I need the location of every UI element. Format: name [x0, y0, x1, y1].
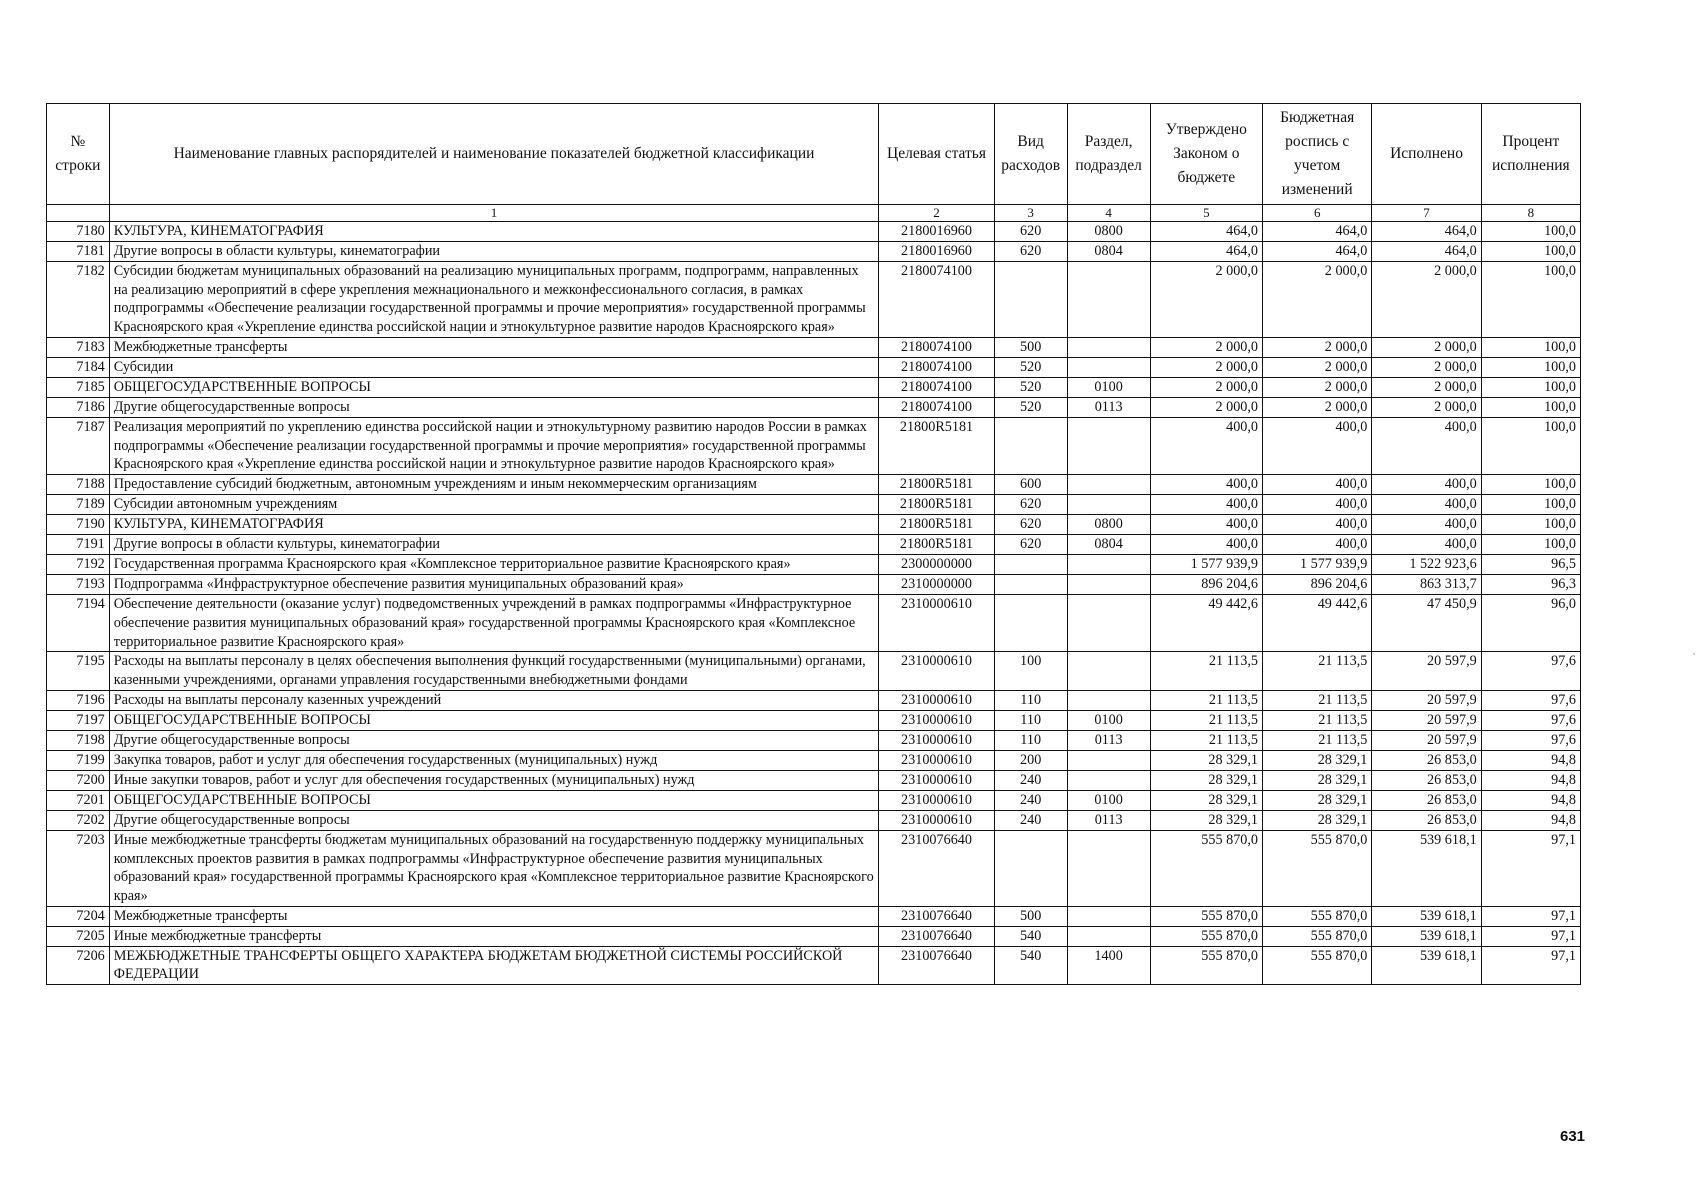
- table-row: [47, 730, 1581, 750]
- table-row: [47, 397, 1581, 417]
- row-name: Другие вопросы в области культуры, кинематографии: [109, 535, 879, 555]
- row-budget-plan: 555 870,0: [1263, 926, 1372, 946]
- table-row: [47, 242, 1581, 262]
- table-row: [47, 417, 1581, 474]
- row-approved: 28 329,1: [1150, 790, 1262, 810]
- table-row: [47, 575, 1581, 595]
- row-expense-type: [994, 417, 1067, 474]
- row-name: КУЛЬТУРА, КИНЕМАТОГРАФИЯ: [109, 222, 879, 242]
- row-approved: 21 113,5: [1150, 710, 1262, 730]
- row-budget-plan: 1 577 939,9: [1263, 555, 1372, 575]
- row-executed: 26 853,0: [1372, 750, 1481, 770]
- row-expense-type: 110: [994, 710, 1067, 730]
- row-percent: 100,0: [1481, 535, 1580, 555]
- row-percent: 100,0: [1481, 495, 1580, 515]
- row-approved: 28 329,1: [1150, 770, 1262, 790]
- row-percent: 94,8: [1481, 810, 1580, 830]
- row-name: Другие общегосударственные вопросы: [109, 397, 879, 417]
- row-budget-plan: 21 113,5: [1263, 730, 1372, 750]
- row-approved: 49 442,6: [1150, 595, 1262, 652]
- row-target-article: 2180074100: [879, 377, 994, 397]
- row-number: 7182: [47, 262, 110, 338]
- row-section: [1067, 690, 1150, 710]
- row-percent: 100,0: [1481, 242, 1580, 262]
- row-section: [1067, 495, 1150, 515]
- row-target-article: 2310000610: [879, 652, 994, 690]
- header-budget-plan: Бюджетная роспись с учетом изменений: [1263, 104, 1372, 205]
- row-percent: 97,6: [1481, 690, 1580, 710]
- row-approved: 400,0: [1150, 535, 1262, 555]
- row-budget-plan: 400,0: [1263, 495, 1372, 515]
- row-expense-type: 240: [994, 790, 1067, 810]
- row-budget-plan: 2 000,0: [1263, 357, 1372, 377]
- row-section: 0800: [1067, 222, 1150, 242]
- table-row: [47, 830, 1581, 906]
- row-expense-type: 200: [994, 750, 1067, 770]
- row-section: [1067, 555, 1150, 575]
- row-approved: 896 204,6: [1150, 575, 1262, 595]
- table-row: [47, 357, 1581, 377]
- column-number: 1: [109, 205, 879, 222]
- row-number: 7185: [47, 377, 110, 397]
- row-executed: 2 000,0: [1372, 262, 1481, 338]
- row-section: 0100: [1067, 377, 1150, 397]
- row-executed: 2 000,0: [1372, 397, 1481, 417]
- table-row: [47, 222, 1581, 242]
- row-name: Обеспечение деятельности (оказание услуг) подведомственных учреждений в рамках подпрограммы «Инфраструктурное обеспечение развития муниципальных образований края» государственной программы Красноярского края «Комплексное территориальное развитие Красноярского края»: [109, 595, 879, 652]
- row-executed: 20 597,9: [1372, 690, 1481, 710]
- row-number: 7193: [47, 575, 110, 595]
- row-number: 7186: [47, 397, 110, 417]
- row-percent: 94,8: [1481, 750, 1580, 770]
- row-executed: 400,0: [1372, 495, 1481, 515]
- row-percent: 100,0: [1481, 262, 1580, 338]
- row-number: 7187: [47, 417, 110, 474]
- row-target-article: 2310000610: [879, 690, 994, 710]
- table-row: [47, 710, 1581, 730]
- row-budget-plan: 400,0: [1263, 417, 1372, 474]
- row-number: 7205: [47, 926, 110, 946]
- row-section: 0804: [1067, 242, 1150, 262]
- row-number: 7192: [47, 555, 110, 575]
- row-section: [1067, 417, 1150, 474]
- row-section: [1067, 906, 1150, 926]
- row-approved: 28 329,1: [1150, 750, 1262, 770]
- row-target-article: 21800R5181: [879, 417, 994, 474]
- row-number: 7195: [47, 652, 110, 690]
- row-approved: 555 870,0: [1150, 946, 1262, 984]
- page-number: 631: [1560, 1128, 1586, 1145]
- row-executed: 863 313,7: [1372, 575, 1481, 595]
- row-executed: 2 000,0: [1372, 357, 1481, 377]
- row-budget-plan: 400,0: [1263, 535, 1372, 555]
- row-target-article: 2310076640: [879, 906, 994, 926]
- row-number: 7180: [47, 222, 110, 242]
- row-percent: 97,1: [1481, 906, 1580, 926]
- table-row: [47, 515, 1581, 535]
- row-budget-plan: 464,0: [1263, 242, 1372, 262]
- row-percent: 100,0: [1481, 397, 1580, 417]
- row-approved: 2 000,0: [1150, 397, 1262, 417]
- row-number: 7204: [47, 906, 110, 926]
- row-percent: 100,0: [1481, 222, 1580, 242]
- row-number: 7189: [47, 495, 110, 515]
- row-expense-type: 540: [994, 946, 1067, 984]
- row-section: [1067, 926, 1150, 946]
- budget-table: [46, 103, 1581, 985]
- row-budget-plan: 21 113,5: [1263, 652, 1372, 690]
- row-expense-type: 500: [994, 337, 1067, 357]
- row-approved: 2 000,0: [1150, 262, 1262, 338]
- row-budget-plan: 400,0: [1263, 475, 1372, 495]
- row-percent: 100,0: [1481, 475, 1580, 495]
- row-executed: 20 597,9: [1372, 730, 1481, 750]
- row-executed: 1 522 923,6: [1372, 555, 1481, 575]
- table-row: [47, 652, 1581, 690]
- row-executed: 20 597,9: [1372, 652, 1481, 690]
- row-number: 7181: [47, 242, 110, 262]
- row-name: КУЛЬТУРА, КИНЕМАТОГРАФИЯ: [109, 515, 879, 535]
- row-approved: 464,0: [1150, 222, 1262, 242]
- row-budget-plan: 2 000,0: [1263, 397, 1372, 417]
- row-percent: 96,3: [1481, 575, 1580, 595]
- row-budget-plan: 28 329,1: [1263, 770, 1372, 790]
- row-percent: 97,1: [1481, 946, 1580, 984]
- column-number: 5: [1150, 205, 1262, 222]
- row-number: 7202: [47, 810, 110, 830]
- row-section: 0800: [1067, 515, 1150, 535]
- header-expense-type: Вид расходов: [994, 104, 1067, 205]
- row-section: [1067, 337, 1150, 357]
- row-executed: 539 618,1: [1372, 906, 1481, 926]
- row-expense-type: 620: [994, 515, 1067, 535]
- row-expense-type: 540: [994, 926, 1067, 946]
- row-target-article: 2180016960: [879, 222, 994, 242]
- row-name: ОБЩЕГОСУДАРСТВЕННЫЕ ВОПРОСЫ: [109, 377, 879, 397]
- row-executed: 26 853,0: [1372, 790, 1481, 810]
- table-row: [47, 770, 1581, 790]
- row-expense-type: 620: [994, 535, 1067, 555]
- row-executed: 20 597,9: [1372, 710, 1481, 730]
- table-row: [47, 535, 1581, 555]
- row-name: МЕЖБЮДЖЕТНЫЕ ТРАНСФЕРТЫ ОБЩЕГО ХАРАКТЕРА БЮДЖЕТАМ БЮДЖЕТНОЙ СИСТЕМЫ РОССИЙСКОЙ ФЕДЕРАЦИИ: [109, 946, 879, 984]
- row-expense-type: 620: [994, 222, 1067, 242]
- row-target-article: 2310000610: [879, 595, 994, 652]
- table-row: [47, 337, 1581, 357]
- row-expense-type: 520: [994, 357, 1067, 377]
- row-percent: 97,1: [1481, 926, 1580, 946]
- row-number: 7203: [47, 830, 110, 906]
- row-budget-plan: 555 870,0: [1263, 906, 1372, 926]
- table-row: [47, 475, 1581, 495]
- row-budget-plan: 555 870,0: [1263, 946, 1372, 984]
- row-target-article: 2180074100: [879, 262, 994, 338]
- row-approved: 1 577 939,9: [1150, 555, 1262, 575]
- row-name: Реализация мероприятий по укреплению единства российской нации и этнокультурному развитию народов России в рамках подпрограммы «Обеспечение реализации государственной программы и прочие мероприятия» государственной программы Красноярского края «Укрепление единства российской нации и этнокультурное развитие народов Красноярского края»: [109, 417, 879, 474]
- table-row: [47, 377, 1581, 397]
- row-percent: 100,0: [1481, 417, 1580, 474]
- row-expense-type: 600: [994, 475, 1067, 495]
- row-number: 7201: [47, 790, 110, 810]
- row-name: Иные межбюджетные трансферты бюджетам муниципальных образований на государственную поддержку муниципальных комплексных проектов развития в рамках подпрограммы «Инфраструктурное обеспечение развития муниципальных образований края» государственной программы Красноярского края «Комплексное территориальное развитие Красноярского края»: [109, 830, 879, 906]
- row-name: Субсидии: [109, 357, 879, 377]
- row-executed: 400,0: [1372, 475, 1481, 495]
- row-target-article: 21800R5181: [879, 535, 994, 555]
- row-name: Расходы на выплаты персоналу казенных учреждений: [109, 690, 879, 710]
- header-name: Наименование главных распорядителей и наименование показателей бюджетной классификации: [109, 104, 879, 205]
- header-executed: Исполнено: [1372, 104, 1481, 205]
- row-expense-type: 100: [994, 652, 1067, 690]
- column-number: 6: [1263, 205, 1372, 222]
- row-target-article: 2310000610: [879, 790, 994, 810]
- row-expense-type: [994, 575, 1067, 595]
- row-expense-type: 520: [994, 377, 1067, 397]
- row-section: [1067, 830, 1150, 906]
- row-target-article: 2310076640: [879, 926, 994, 946]
- table-row: [47, 926, 1581, 946]
- row-percent: 94,8: [1481, 770, 1580, 790]
- row-percent: 100,0: [1481, 377, 1580, 397]
- row-number: 7194: [47, 595, 110, 652]
- header-row-number: № строки: [47, 104, 110, 205]
- row-target-article: 2310076640: [879, 946, 994, 984]
- row-executed: 2 000,0: [1372, 377, 1481, 397]
- column-number: 2: [879, 205, 994, 222]
- row-name: Подпрограмма «Инфраструктурное обеспечение развития муниципальных образований края»: [109, 575, 879, 595]
- row-budget-plan: 555 870,0: [1263, 830, 1372, 906]
- row-number: 7188: [47, 475, 110, 495]
- row-section: [1067, 475, 1150, 495]
- row-percent: 100,0: [1481, 357, 1580, 377]
- row-approved: 400,0: [1150, 495, 1262, 515]
- row-budget-plan: 2 000,0: [1263, 262, 1372, 338]
- column-number: 3: [994, 205, 1067, 222]
- row-budget-plan: 28 329,1: [1263, 790, 1372, 810]
- row-number: 7199: [47, 750, 110, 770]
- row-name: Иные закупки товаров, работ и услуг для обеспечения государственных (муниципальных) нужд: [109, 770, 879, 790]
- header-percent: Процент исполнения: [1481, 104, 1580, 205]
- row-percent: 97,6: [1481, 710, 1580, 730]
- row-target-article: 2180074100: [879, 337, 994, 357]
- row-section: 0113: [1067, 397, 1150, 417]
- row-expense-type: 500: [994, 906, 1067, 926]
- row-target-article: 2310000610: [879, 710, 994, 730]
- row-section: 0804: [1067, 535, 1150, 555]
- row-section: [1067, 652, 1150, 690]
- row-section: 1400: [1067, 946, 1150, 984]
- row-executed: 400,0: [1372, 535, 1481, 555]
- row-executed: 2 000,0: [1372, 337, 1481, 357]
- row-approved: 555 870,0: [1150, 926, 1262, 946]
- row-budget-plan: 21 113,5: [1263, 690, 1372, 710]
- row-target-article: 2310000610: [879, 730, 994, 750]
- table-row: [47, 810, 1581, 830]
- row-executed: 464,0: [1372, 222, 1481, 242]
- row-percent: 100,0: [1481, 337, 1580, 357]
- header-row: [47, 104, 1581, 205]
- table-row: [47, 690, 1581, 710]
- row-approved: 28 329,1: [1150, 810, 1262, 830]
- table-row: [47, 262, 1581, 338]
- row-number: 7184: [47, 357, 110, 377]
- row-section: [1067, 595, 1150, 652]
- row-expense-type: 240: [994, 770, 1067, 790]
- row-target-article: 2180074100: [879, 357, 994, 377]
- row-budget-plan: 28 329,1: [1263, 810, 1372, 830]
- row-executed: 400,0: [1372, 515, 1481, 535]
- row-expense-type: 620: [994, 495, 1067, 515]
- row-target-article: 21800R5181: [879, 515, 994, 535]
- row-name: Другие общегосударственные вопросы: [109, 730, 879, 750]
- row-percent: 94,8: [1481, 790, 1580, 810]
- header-approved: Утверждено Законом о бюджете: [1150, 104, 1262, 205]
- row-target-article: 2310000610: [879, 750, 994, 770]
- row-approved: 555 870,0: [1150, 906, 1262, 926]
- table-row: [47, 790, 1581, 810]
- column-number: 4: [1067, 205, 1150, 222]
- row-name: Субсидии автономным учреждениям: [109, 495, 879, 515]
- row-budget-plan: 2 000,0: [1263, 377, 1372, 397]
- row-section: 0100: [1067, 710, 1150, 730]
- row-target-article: 2310076640: [879, 830, 994, 906]
- row-expense-type: 110: [994, 690, 1067, 710]
- row-section: 0100: [1067, 790, 1150, 810]
- table-row: [47, 946, 1581, 984]
- row-number: 7191: [47, 535, 110, 555]
- row-executed: 539 618,1: [1372, 946, 1481, 984]
- row-target-article: 2310000000: [879, 575, 994, 595]
- column-number: 7: [1372, 205, 1481, 222]
- row-approved: 400,0: [1150, 475, 1262, 495]
- row-percent: 97,1: [1481, 830, 1580, 906]
- column-number: [47, 205, 110, 222]
- row-budget-plan: 464,0: [1263, 222, 1372, 242]
- row-executed: 400,0: [1372, 417, 1481, 474]
- row-budget-plan: 896 204,6: [1263, 575, 1372, 595]
- row-name: Межбюджетные трансферты: [109, 337, 879, 357]
- row-number: 7206: [47, 946, 110, 984]
- row-target-article: 2300000000: [879, 555, 994, 575]
- column-number-row: [47, 205, 1581, 222]
- row-executed: 47 450,9: [1372, 595, 1481, 652]
- table-row: [47, 495, 1581, 515]
- table-row: [47, 750, 1581, 770]
- row-section: [1067, 575, 1150, 595]
- row-approved: 21 113,5: [1150, 690, 1262, 710]
- row-name: Закупка товаров, работ и услуг для обеспечения государственных (муниципальных) нужд: [109, 750, 879, 770]
- row-approved: 400,0: [1150, 515, 1262, 535]
- table-row: [47, 595, 1581, 652]
- row-executed: 539 618,1: [1372, 926, 1481, 946]
- row-expense-type: [994, 595, 1067, 652]
- row-section: 0113: [1067, 730, 1150, 750]
- row-percent: 96,5: [1481, 555, 1580, 575]
- row-name: Субсидии бюджетам муниципальных образований на реализацию муниципальных программ, подпрограмм, направленных на реализацию мероприятий в сфере укрепления межнационального и межконфессионального согласия, в рамках подпрограммы «Обеспечение реализации государственной программы и прочие мероприятия» государственной программы Красноярского края «Укрепление единства российской нации и этнокультурное развитие народов Красноярского края»: [109, 262, 879, 338]
- row-target-article: 21800R5181: [879, 495, 994, 515]
- row-target-article: 2180074100: [879, 397, 994, 417]
- row-section: [1067, 357, 1150, 377]
- row-target-article: 21800R5181: [879, 475, 994, 495]
- row-budget-plan: 28 329,1: [1263, 750, 1372, 770]
- row-approved: 464,0: [1150, 242, 1262, 262]
- row-executed: 464,0: [1372, 242, 1481, 262]
- row-number: 7190: [47, 515, 110, 535]
- row-executed: 26 853,0: [1372, 810, 1481, 830]
- row-number: 7200: [47, 770, 110, 790]
- row-target-article: 2310000610: [879, 810, 994, 830]
- row-number: 7196: [47, 690, 110, 710]
- row-budget-plan: 21 113,5: [1263, 710, 1372, 730]
- header-target-article: Целевая статья: [879, 104, 994, 205]
- row-name: Межбюджетные трансферты: [109, 906, 879, 926]
- row-executed: 26 853,0: [1372, 770, 1481, 790]
- header-section: Раздел, подраздел: [1067, 104, 1150, 205]
- row-budget-plan: 400,0: [1263, 515, 1372, 535]
- row-section: [1067, 750, 1150, 770]
- row-name: Иные межбюджетные трансферты: [109, 926, 879, 946]
- row-executed: 539 618,1: [1372, 830, 1481, 906]
- row-expense-type: [994, 262, 1067, 338]
- row-approved: 2 000,0: [1150, 377, 1262, 397]
- row-approved: 400,0: [1150, 417, 1262, 474]
- row-number: 7197: [47, 710, 110, 730]
- row-number: 7183: [47, 337, 110, 357]
- row-expense-type: 240: [994, 810, 1067, 830]
- row-approved: 555 870,0: [1150, 830, 1262, 906]
- row-expense-type: 520: [994, 397, 1067, 417]
- row-section: [1067, 770, 1150, 790]
- row-name: ОБЩЕГОСУДАРСТВЕННЫЕ ВОПРОСЫ: [109, 790, 879, 810]
- table-body: [47, 222, 1581, 985]
- row-expense-type: 620: [994, 242, 1067, 262]
- row-percent: 97,6: [1481, 730, 1580, 750]
- row-section: [1067, 262, 1150, 338]
- row-section: 0113: [1067, 810, 1150, 830]
- row-name: Другие общегосударственные вопросы: [109, 810, 879, 830]
- column-number: 8: [1481, 205, 1580, 222]
- row-name: ОБЩЕГОСУДАРСТВЕННЫЕ ВОПРОСЫ: [109, 710, 879, 730]
- row-name: Другие вопросы в области культуры, кинематографии: [109, 242, 879, 262]
- row-approved: 2 000,0: [1150, 337, 1262, 357]
- table-row: [47, 906, 1581, 926]
- table-row: [47, 555, 1581, 575]
- row-expense-type: [994, 555, 1067, 575]
- row-name: Государственная программа Красноярского края «Комплексное территориальное развитие Красноярского края»: [109, 555, 879, 575]
- row-expense-type: [994, 830, 1067, 906]
- row-target-article: 2310000610: [879, 770, 994, 790]
- row-percent: 97,6: [1481, 652, 1580, 690]
- row-approved: 21 113,5: [1150, 730, 1262, 750]
- row-name: Расходы на выплаты персоналу в целях обеспечения выполнения функций государственными (муниципальными) органами, казенными учреждениями, органами управления государственными внебюджетными фондами: [109, 652, 879, 690]
- row-percent: 96,0: [1481, 595, 1580, 652]
- row-approved: 21 113,5: [1150, 652, 1262, 690]
- row-percent: 100,0: [1481, 515, 1580, 535]
- row-name: Предоставление субсидий бюджетным, автономным учреждениям и иным некоммерческим организациям: [109, 475, 879, 495]
- scan-edge-mark: ·: [1692, 646, 1696, 660]
- row-budget-plan: 49 442,6: [1263, 595, 1372, 652]
- row-approved: 2 000,0: [1150, 357, 1262, 377]
- row-number: 7198: [47, 730, 110, 750]
- row-target-article: 2180016960: [879, 242, 994, 262]
- row-expense-type: 110: [994, 730, 1067, 750]
- row-budget-plan: 2 000,0: [1263, 337, 1372, 357]
